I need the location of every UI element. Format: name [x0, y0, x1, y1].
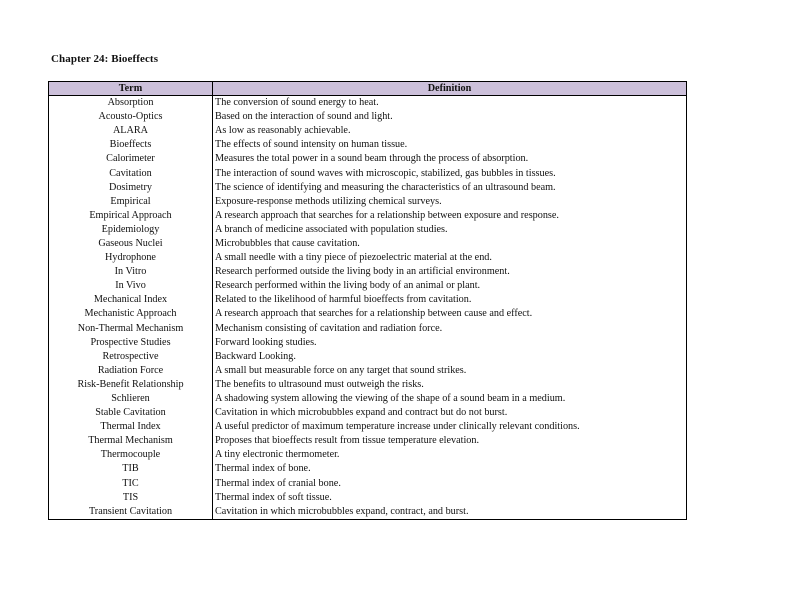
- glossary-body: [49, 96, 687, 520]
- definition-cell: A shadowing system allowing the viewing of the shape of a sound beam in a medium.: [215, 393, 566, 405]
- table-row: [49, 420, 687, 434]
- table-row: [49, 223, 687, 237]
- term-cell: Radiation Force: [49, 364, 213, 378]
- term-cell: Empirical: [49, 195, 213, 209]
- header-row: [49, 82, 687, 96]
- term-cell: Bioeffects: [49, 138, 213, 152]
- definition-cell: As low as reasonably achievable.: [215, 125, 351, 137]
- term-cell: Empirical Approach: [49, 209, 213, 223]
- definition-cell: Related to the likelihood of harmful bioeffects from cavitation.: [215, 294, 472, 306]
- table-row: [49, 265, 687, 279]
- definition-cell: Thermal index of bone.: [215, 463, 311, 475]
- table-row: [49, 378, 687, 392]
- term-cell: ALARA: [49, 124, 213, 138]
- table-row: [49, 181, 687, 195]
- term-cell: Stable Cavitation: [49, 406, 213, 420]
- definition-cell: A small needle with a tiny piece of piezoelectric material at the end.: [215, 252, 492, 264]
- term-cell: Thermal Mechanism: [49, 434, 213, 448]
- glossary-header: [49, 82, 687, 96]
- table-row: [49, 293, 687, 307]
- definition-cell: Forward looking studies.: [215, 336, 317, 348]
- table-row: [49, 434, 687, 448]
- definition-cell: A research approach that searches for a relationship between exposure and response.: [215, 209, 559, 221]
- table-row: [49, 195, 687, 209]
- table-row: [49, 96, 687, 111]
- table-row: [49, 491, 687, 505]
- table-row: [49, 209, 687, 223]
- definition-cell: Microbubbles that cause cavitation.: [215, 237, 360, 249]
- term-cell: Thermocouple: [49, 448, 213, 462]
- definition-cell: Cavitation in which microbubbles expand and contract but do not burst.: [215, 407, 508, 419]
- table-row: [49, 364, 687, 378]
- term-cell: Epidemiology: [49, 223, 213, 237]
- table-row: [49, 124, 687, 138]
- term-cell: Dosimetry: [49, 181, 213, 195]
- term-cell: Gaseous Nuclei: [49, 237, 213, 251]
- definition-cell: Thermal index of soft tissue.: [215, 491, 332, 503]
- term-cell: TIB: [49, 462, 213, 476]
- table-row: [49, 279, 687, 293]
- table-row: [49, 392, 687, 406]
- definition-cell: The interaction of sound waves with microscopic, stabilized, gas bubbles in tissues.: [215, 167, 556, 179]
- table-row: [49, 505, 687, 520]
- definition-cell: The science of identifying and measuring the characteristics of an ultrasound beam.: [215, 181, 556, 193]
- term-cell: Retrospective: [49, 350, 213, 364]
- table-row: [49, 307, 687, 321]
- table-row: [49, 406, 687, 420]
- term-cell: Cavitation: [49, 166, 213, 180]
- definition-cell: A research approach that searches for a relationship between cause and effect.: [215, 308, 533, 320]
- definition-cell: The benefits to ultrasound must outweigh the risks.: [215, 378, 424, 390]
- term-cell: Hydrophone: [49, 251, 213, 265]
- definition-column-header: Definition: [213, 82, 687, 96]
- term-cell: Thermal Index: [49, 420, 213, 434]
- table-row: [49, 322, 687, 336]
- table-row: [49, 477, 687, 491]
- definition-cell: Thermal index of cranial bone.: [215, 477, 341, 489]
- chapter-title: Chapter 24: Bioeffects: [51, 53, 159, 65]
- term-cell: Acousto-Optics: [49, 110, 213, 124]
- table-row: [49, 152, 687, 166]
- table-row: [49, 166, 687, 180]
- definition-cell: Measures the total power in a sound beam through the process of absorption.: [215, 153, 529, 165]
- definition-cell: Research performed outside the living body in an artificial environment.: [215, 266, 510, 278]
- term-cell: TIS: [49, 491, 213, 505]
- term-cell: Prospective Studies: [49, 336, 213, 350]
- definition-cell: The conversion of sound energy to heat.: [215, 97, 379, 109]
- term-cell: Transient Cavitation: [49, 505, 213, 520]
- glossary-table: [48, 81, 687, 520]
- table-row: [49, 110, 687, 124]
- definition-cell: Proposes that bioeffects result from tissue temperature elevation.: [215, 435, 480, 447]
- table-row: [49, 448, 687, 462]
- definition-cell: Based on the interaction of sound and light.: [215, 111, 393, 123]
- definition-cell: A useful predictor of maximum temperature increase under clinically relevant conditions.: [215, 421, 580, 433]
- definition-cell: A tiny electronic thermometer.: [215, 449, 340, 461]
- table-row: [49, 138, 687, 152]
- term-cell: Absorption: [49, 96, 213, 111]
- term-cell: Risk-Benefit Relationship: [49, 378, 213, 392]
- definition-cell: The effects of sound intensity on human tissue.: [215, 139, 408, 151]
- table-row: [49, 336, 687, 350]
- term-cell: Mechanistic Approach: [49, 307, 213, 321]
- term-cell: In Vivo: [49, 279, 213, 293]
- definition-cell: Exposure-response methods utilizing chemical surveys.: [215, 195, 442, 207]
- definition-cell: A branch of medicine associated with population studies.: [215, 223, 448, 235]
- term-cell: Non-Thermal Mechanism: [49, 322, 213, 336]
- term-cell: Calorimeter: [49, 152, 213, 166]
- term-cell: In Vitro: [49, 265, 213, 279]
- term-cell: TIC: [49, 477, 213, 491]
- definition-cell: Research performed within the living body of an animal or plant.: [215, 280, 481, 292]
- definition-cell: Backward Looking.: [215, 350, 296, 362]
- term-column-header: Term: [49, 82, 213, 96]
- definition-cell: A small but measurable force on any target that sound strikes.: [215, 364, 467, 376]
- table-row: [49, 251, 687, 265]
- term-cell: Mechanical Index: [49, 293, 213, 307]
- table-row: [49, 237, 687, 251]
- table-row: [49, 462, 687, 476]
- definition-cell: Cavitation in which microbubbles expand, contract, and burst.: [215, 505, 469, 517]
- definition-cell: Mechanism consisting of cavitation and radiation force.: [215, 322, 443, 334]
- term-cell: Schlieren: [49, 392, 213, 406]
- table-row: [49, 350, 687, 364]
